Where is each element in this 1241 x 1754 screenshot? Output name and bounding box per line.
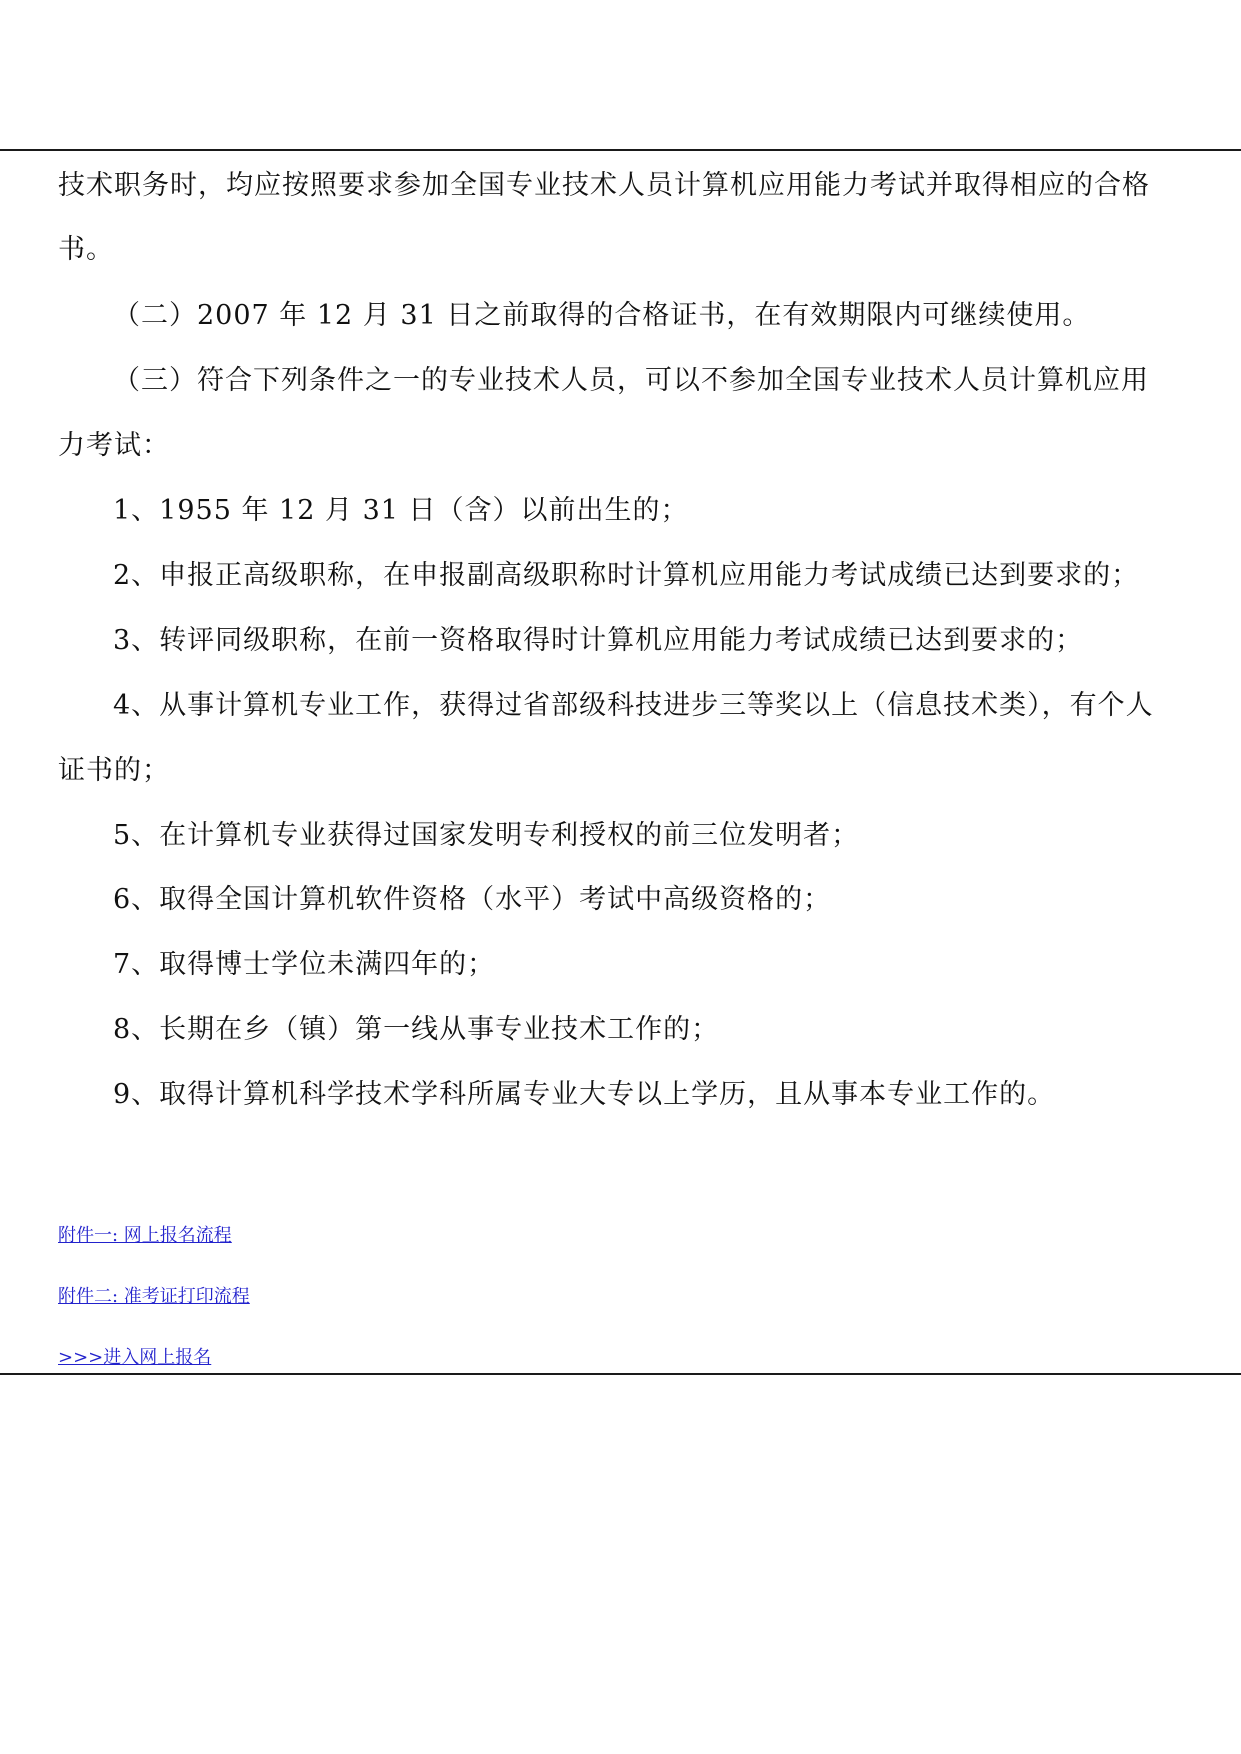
list-item-continuation: 证书的； — [58, 755, 170, 786]
paragraph-line: 技术职务时，均应按照要求参加全国专业技术人员计算机应用能力考试并取得相应的合格 — [58, 170, 1150, 201]
list-item: 9、取得计算机科学技术学科所属专业大专以上学历，且从事本专业工作的。 — [113, 1079, 1056, 1110]
paragraph-line: （二）2007 年 12 月 31 日之前取得的合格证书，在有效期限内可继续使用。 — [113, 300, 1091, 331]
list-item: 7、取得博士学位未满四年的； — [113, 949, 496, 980]
attachment1-link[interactable]: 附件一: 网上报名流程 — [58, 1225, 232, 1246]
paragraph-line: 力考试： — [58, 430, 170, 461]
list-item: 2、申报正高级职称，在申报副高级职称时计算机应用能力考试成绩已达到要求的； — [113, 560, 1140, 591]
list-item: 4、从事计算机专业工作，获得过省部级科技进步三等奖以上（信息技术类），有个人 — [113, 690, 1154, 721]
list-item: 6、取得全国计算机软件资格（水平）考试中高级资格的； — [113, 884, 832, 915]
bottom-divider — [0, 1373, 1241, 1375]
enter-registration-link[interactable]: >>>进入网上报名 — [58, 1347, 212, 1368]
paragraph-line: （三）符合下列条件之一的专业技术人员，可以不参加全国专业技术人员计算机应用 — [113, 365, 1149, 396]
paragraph-line: 书。 — [58, 234, 114, 265]
list-item: 5、在计算机专业获得过国家发明专利授权的前三位发明者； — [113, 820, 860, 851]
attachment2-link[interactable]: 附件二: 准考证打印流程 — [58, 1286, 250, 1307]
list-item: 8、长期在乡（镇）第一线从事专业技术工作的； — [113, 1014, 720, 1045]
list-item: 3、转评同级职称，在前一资格取得时计算机应用能力考试成绩已达到要求的； — [113, 625, 1084, 656]
list-item: 1、1955 年 12 月 31 日（含）以前出生的； — [113, 495, 689, 526]
